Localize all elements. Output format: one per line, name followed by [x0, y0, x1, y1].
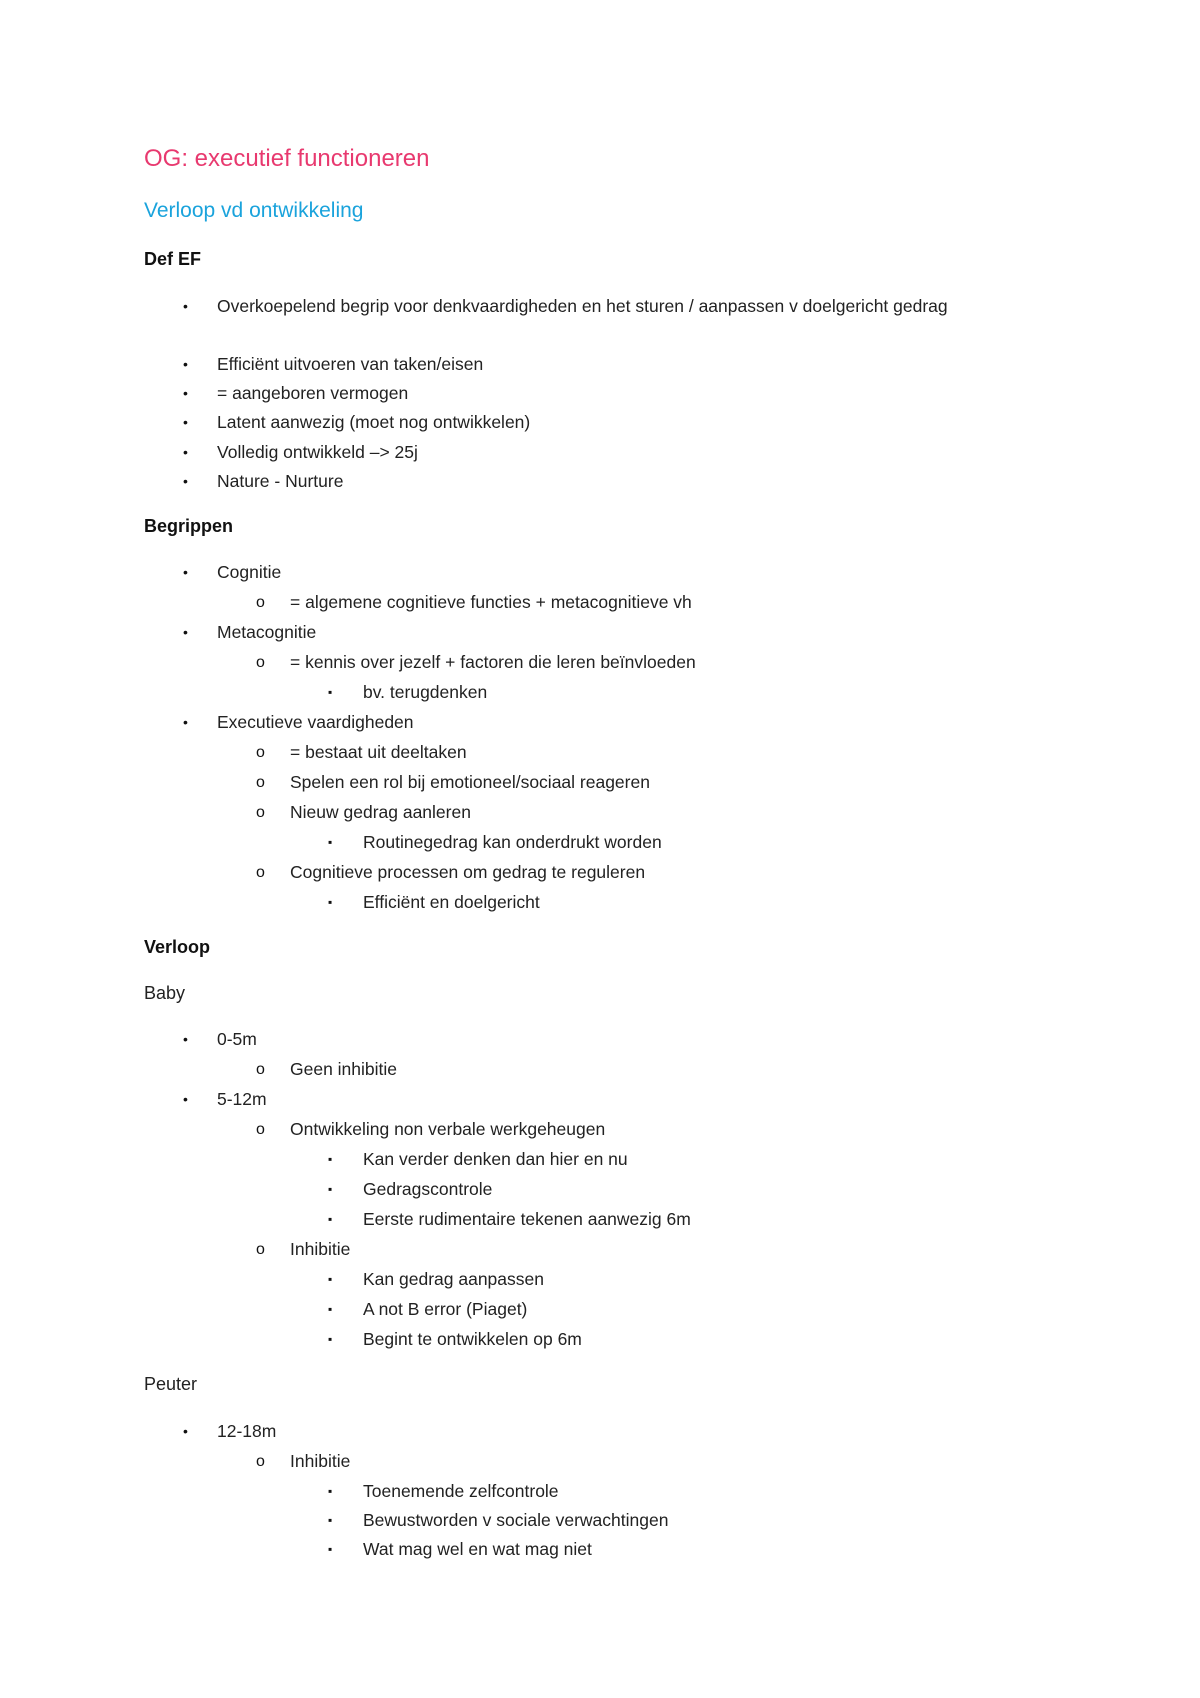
- list-item: Latent aanwezig (moet nog ontwikkelen): [217, 412, 531, 432]
- bullet-marker: ▪: [328, 895, 333, 909]
- list-item: = bestaat uit deeltaken: [290, 742, 467, 762]
- subheading-baby: Baby: [144, 983, 186, 1003]
- list-item: Inhibitie: [290, 1451, 351, 1471]
- list-item: Begint te ontwikkelen op 6m: [363, 1329, 582, 1349]
- list-item: Cognitieve processen om gedrag te reguleren: [290, 862, 646, 882]
- bullet-marker: o: [256, 804, 265, 821]
- list-item: Spelen een rol bij emotioneel/sociaal reageren: [290, 772, 650, 792]
- list-item: Bewustworden v sociale verwachtingen: [363, 1510, 669, 1530]
- list-item: 0-5m: [217, 1029, 257, 1049]
- bullet-marker: ▪: [328, 1332, 333, 1346]
- list-item: Nature - Nurture: [217, 471, 344, 491]
- list-item: Gedragscontrole: [363, 1179, 493, 1199]
- list-item: Volledig ontwikkeld –> 25j: [217, 442, 418, 462]
- bullet-marker: ▪: [328, 1182, 333, 1196]
- bullet-marker: ▪: [328, 1513, 333, 1527]
- heading-begrippen: Begrippen: [144, 516, 234, 536]
- heading-verloop: Verloop: [144, 937, 211, 957]
- list-item: = algemene cognitieve functies + metacognitieve vh: [290, 592, 692, 612]
- list-item: Cognitie: [217, 562, 282, 582]
- bullet-marker: o: [256, 1121, 265, 1138]
- list-item: A not B error (Piaget): [363, 1299, 528, 1319]
- bullet-marker: •: [183, 356, 188, 372]
- bullet-marker: ▪: [328, 1542, 333, 1556]
- list-item: Routinegedrag kan onderdrukt worden: [363, 832, 662, 852]
- list-item: Nieuw gedrag aanleren: [290, 802, 471, 822]
- list-item: Efficiënt en doelgericht: [363, 892, 540, 912]
- list-item: Wat mag wel en wat mag niet: [363, 1539, 592, 1559]
- list-item: 12-18m: [217, 1421, 277, 1441]
- list-item: = kennis over jezelf + factoren die leren beïnvloeden: [290, 652, 696, 672]
- bullet-marker: •: [183, 385, 188, 401]
- list-item: Eerste rudimentaire tekenen aanwezig 6m: [363, 1209, 691, 1229]
- bullet-marker: o: [256, 654, 265, 671]
- subheading-peuter: Peuter: [144, 1374, 198, 1394]
- bullet-marker: •: [183, 473, 188, 489]
- bullet-marker: •: [183, 444, 188, 460]
- bullet-marker: o: [256, 1061, 265, 1078]
- bullet-marker: ▪: [328, 1212, 333, 1226]
- bullet-marker: ▪: [328, 1484, 333, 1498]
- list-item: Metacognitie: [217, 622, 317, 642]
- bullet-marker: •: [183, 298, 188, 314]
- document-title: OG: executief functioneren: [144, 145, 430, 172]
- bullet-marker: •: [183, 564, 188, 580]
- list-item: Kan verder denken dan hier en nu: [363, 1149, 628, 1169]
- list-item: Ontwikkeling non verbale werkgeheugen: [290, 1119, 606, 1139]
- bullet-marker: ▪: [328, 1152, 333, 1166]
- bullet-marker: ▪: [328, 685, 333, 699]
- list-item: Kan gedrag aanpassen: [363, 1269, 544, 1289]
- bullet-marker: o: [256, 774, 265, 791]
- bullet-marker: o: [256, 594, 265, 611]
- bullet-marker: o: [256, 1453, 265, 1470]
- bullet-marker: ▪: [328, 1302, 333, 1316]
- bullet-marker: •: [183, 414, 188, 430]
- bullet-marker: •: [183, 1031, 188, 1047]
- bullet-marker: •: [183, 1091, 188, 1107]
- list-item: Toenemende zelfcontrole: [363, 1481, 559, 1501]
- bullet-marker: ▪: [328, 835, 333, 849]
- heading-def-ef: Def EF: [144, 249, 202, 269]
- bullet-marker: •: [183, 624, 188, 640]
- list-item: Executieve vaardigheden: [217, 712, 414, 732]
- bullet-marker: o: [256, 864, 265, 881]
- bullet-marker: o: [256, 1241, 265, 1258]
- list-item: Efficiënt uitvoeren van taken/eisen: [217, 354, 484, 374]
- list-item: Overkoepelend begrip voor denkvaardigheden en het sturen / aanpassen v doelgericht gedrag: [217, 296, 948, 316]
- bullet-marker: •: [183, 1423, 188, 1439]
- section-subtitle: Verloop vd ontwikkeling: [144, 199, 364, 222]
- list-item: bv. terugdenken: [363, 682, 488, 702]
- list-item: Inhibitie: [290, 1239, 351, 1259]
- bullet-marker: •: [183, 714, 188, 730]
- list-item: = aangeboren vermogen: [217, 383, 409, 403]
- list-item: Geen inhibitie: [290, 1059, 398, 1079]
- bullet-marker: ▪: [328, 1272, 333, 1286]
- bullet-marker: o: [256, 744, 265, 761]
- list-item: 5-12m: [217, 1089, 267, 1109]
